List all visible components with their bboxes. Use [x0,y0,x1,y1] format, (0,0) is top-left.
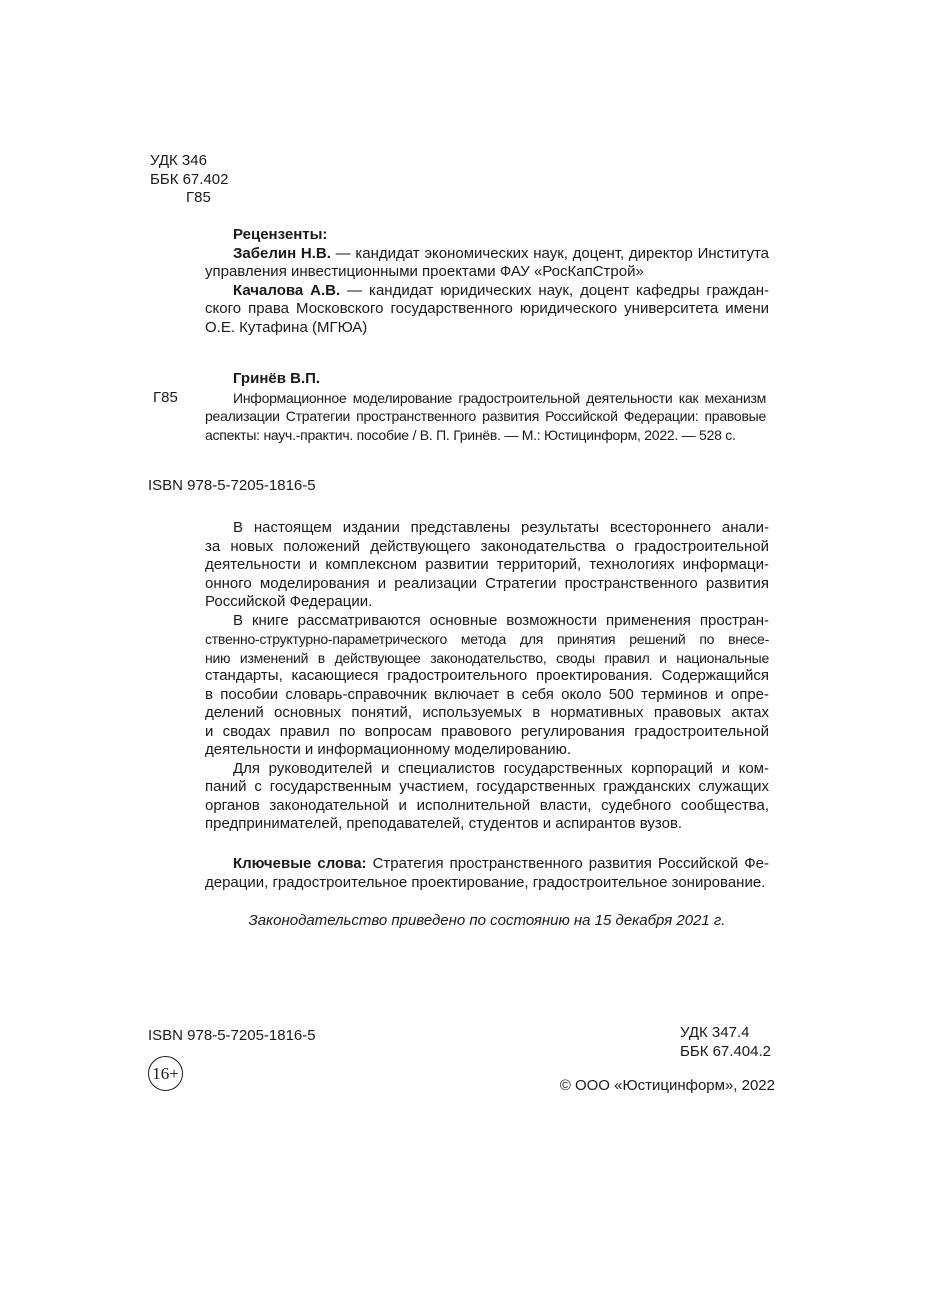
abstract-line: В книге рассматриваются основные возможности применения простран- [233,611,769,629]
reviewers-heading: Рецензенты: [233,226,328,243]
reviewer-2-line-2: ского права Московского государственного юридического университета имени [205,300,769,317]
classification-bottom [680,1024,771,1061]
reviewer-2-credentials: — кандидат юридических наук, доцент кафедры граждан- [340,281,770,299]
isbn-top: ISBN 978-5-7205-1816-5 [148,477,316,494]
bibliographic-line-2: реализации Стратегии пространственного развития Российской Федерации: правовые [205,408,766,424]
copyright: © ООО «Юстицинформ», 2022 [559,1077,775,1094]
abstract [205,519,769,834]
bbk-code-bottom: ББК 67.404.2 [680,1042,771,1060]
abstract-line: стандарты, касающиеся градостроительного проектирования. Содержащийся [205,667,769,684]
abstract-line: нию изменений в действующее законодательство, своды правил и национальные [205,649,769,666]
abstract-line: В настоящем издании представлены результаты всестороннего анали- [233,519,769,536]
abstract-line: деятельности и комплексном развитии территорий, технологиях информаци- [205,556,769,573]
udc-code: УДК 346 [150,152,207,169]
reviewer-1-line-1 [205,245,769,264]
bbk-code: ББК 67.402 [150,170,229,188]
reviewer-1-name: Забелин Н.В. [233,244,331,262]
abstract-line: предпринимателей, преподавателей, студентов и аспирантов вузов. [205,815,683,832]
reviewers-block [205,226,769,337]
isbn-bottom: ISBN 978-5-7205-1816-5 [148,1027,316,1044]
abstract-line: Российской Федерации. [205,593,373,610]
udc-code-bottom: УДК 347.4 [680,1024,750,1041]
keywords [205,855,769,892]
keywords-line-1 [205,855,769,874]
age-rating-text: 16+ [152,1063,179,1083]
abstract-line: органов законодательной и исполнительной власти, судебного сообщества, [205,796,769,814]
abstract-line: деятельности и информационному моделированию. [205,741,572,758]
classification-block [150,152,228,208]
abstract-line: Для руководителей и специалистов государственных корпораций и ком- [233,759,769,777]
legislation-note: Законодательство приведено по состоянию на 15 декабря 2021 г. [248,912,726,929]
abstract-line: ственно-структурно-параметрического метода для принятия решений по внесе- [205,631,769,647]
bibliographic-entry [205,370,766,444]
reviewer-1-credentials: — кандидат экономических наук, доцент, директор Института [330,244,769,262]
abstract-line: в пособии словарь-справочник включает в себя около 500 терминов и опре- [205,685,769,703]
reviewer-2-line-3: О.Е. Кутафина (МГЮА) [205,318,368,336]
author-sign: Г85 [186,189,211,206]
abstract-line: паний с государственным участием, государственных гражданских служащих [205,778,769,795]
abstract-line: за новых положений действующего законодательства о градостроительной [205,537,769,555]
reviewer-1-line-2: управления инвестиционными проектами ФАУ «РосКапСтрой» [205,263,644,280]
reviewer-2-line-1 [205,282,769,301]
bibliographic-author: Гринёв В.П. [233,370,321,387]
abstract-line: и сводах правил по вопросам правового регулирования градостроительной [205,722,769,740]
age-rating-badge [148,1056,183,1091]
bibliographic-line-1: Информационное моделирование градостроительной деятельности как механизм [233,389,766,406]
keywords-label: Ключевые слова: [233,855,367,872]
abstract-line: онного моделирования и реализации Стратегии пространственного развития [205,574,769,592]
reviewer-2-name: Качалова А.В. [233,281,341,299]
keywords-text: Стратегия пространственного развития Российской Фе- [366,855,769,872]
keywords-line-2: дерации, градостроительное проектирование, градостроительное зонирование. [205,873,766,891]
bibliographic-line-3: аспекты: науч.-практич. пособие / В. П. Гринёв. — М.: Юстицинформ, 2022. — 528 с. [205,426,736,443]
abstract-line: делений основных понятий, используемых в нормативных правовых актах [205,704,769,721]
bibliographic-author-sign: Г85 [153,389,178,406]
